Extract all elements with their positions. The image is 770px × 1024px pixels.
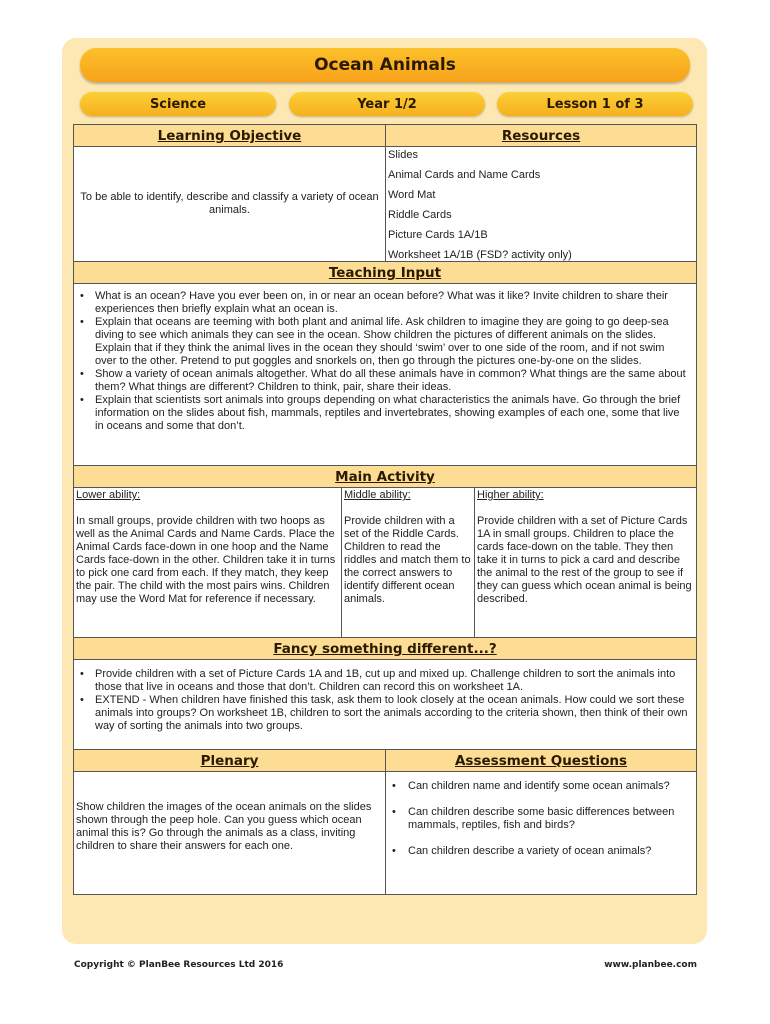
assessment-column (386, 772, 696, 894)
teaching-input-list (74, 284, 696, 465)
middle-ability-label: Middle ability: (344, 489, 411, 501)
plenary-assessment-row (74, 772, 696, 894)
resource-item: Word Mat (388, 189, 436, 201)
teaching-input-heading: Teaching Input (74, 262, 696, 284)
teaching-input-row (74, 284, 696, 466)
lower-ability-label: Lower ability: (76, 489, 141, 501)
resources-heading: Resources (386, 125, 696, 147)
higher-ability-label: Higher ability: (477, 489, 544, 501)
list-item: • Show a variety of ocean animals altogether. What do all these animals have in common? What things are the same about them? What things are different? Children to think, pair, share their ideas. (78, 368, 688, 394)
list-item: • Explain that oceans are teeming with both plant and animal life. Ask children to imagine they are going to go deep-sea diving to see which animals they can see in the ocean. Show children the pictures of different animals on the slides. Explain that if they think the animal lives in the ocean they should ‘swim’ over to one side of the room, and if not swim over to the other. Pretend to put goggles and snorkels on, then go through the pictures one-by-one on the slides. (78, 316, 688, 368)
fancy-row (74, 660, 696, 750)
lower-ability-column (74, 488, 342, 637)
higher-ability-text: Provide children with a set of Picture Cards 1A in small groups. Children to place the cards face-down on the table. They then take it in turns to pick a card and describe the animal to the rest of the group to see if they can guess which ocean animal is being described. (477, 515, 692, 605)
resource-item: Worksheet 1A/1B (FSD? activity only) (388, 249, 572, 261)
lesson-pill: Lesson 1 of 3 (497, 92, 693, 116)
list-item: • EXTEND - When children have finished this task, ask them to look closely at the ocean animals. How could we sort these animals into groups? On worksheet 1B, children to sort the animals according to the criteria shown, then think of their own way of sorting the animals into two groups. (78, 694, 688, 733)
lesson-plan-table (73, 124, 697, 895)
year-pill: Year 1/2 (289, 92, 485, 116)
main-activity-heading: Main Activity (74, 466, 696, 488)
list-item: • What is an ocean? Have you ever been on, in or near an ocean before? What was it like? Invite children to share their experiences then briefly explain what an ocean is. (78, 290, 688, 316)
middle-ability-text: Provide children with a set of the Riddle Cards. Children to read the riddles and match them to the correct answers to identify different ocean animals. (344, 515, 471, 605)
copyright-text: Copyright © PlanBee Resources Ltd 2016 (74, 960, 284, 970)
resources-list (386, 147, 696, 261)
learning-objective-heading: Learning Objective (74, 125, 386, 147)
list-item: • Can children describe some basic differences between mammals, reptiles, fish and birds? (390, 806, 690, 832)
list-item: • Can children describe a variety of ocean animals? (390, 845, 690, 858)
assessment-heading: Assessment Questions (386, 750, 696, 772)
objective-resources-header (74, 125, 696, 147)
main-activity-row (74, 488, 696, 638)
assessment-list (386, 772, 696, 877)
fancy-heading: Fancy something different...? (74, 638, 696, 660)
plenary-heading: Plenary (74, 750, 386, 772)
fancy-list (74, 660, 696, 749)
list-item: • Explain that scientists sort animals into groups depending on what characteristics the animals have. Go through the brief information on the slides about fish, mammals, reptiles and invertebrates, showing examples of each one, some that live in oceans and some that don’t. (78, 394, 688, 433)
list-item: • Can children name and identify some ocean animals? (390, 780, 690, 793)
website-link[interactable]: www.planbee.com (604, 960, 697, 970)
plenary-text: Show children the images of the ocean animals on the slides shown through the peep hole. Can you guess which ocean animal this is? Go through the animals as a class, inviting children to share their answers for each one. (74, 772, 386, 894)
plenary-assessment-header (74, 750, 696, 772)
list-item: • Provide children with a set of Picture Cards 1A and 1B, cut up and mixed up. Challenge children to sort the animals into those that live in oceans and those that don’t. Children can record this on worksheet 1A. (78, 668, 688, 694)
objective-text: To be able to identify, describe and classify a variety of ocean animals. (74, 147, 386, 261)
resource-item: Slides (388, 149, 418, 161)
resource-item: Animal Cards and Name Cards (388, 169, 541, 181)
resource-item: Riddle Cards (388, 209, 452, 221)
objective-resources-row (74, 147, 696, 262)
resource-item: Picture Cards 1A/1B (388, 229, 488, 241)
subject-pill: Science (80, 92, 276, 116)
higher-ability-column (475, 488, 696, 637)
lower-ability-text: In small groups, provide children with two hoops as well as the Animal Cards and Name Cards. Place the Animal Cards face-down in one hoop and the Name Cards face-down in the other. Children take it in turns to pick one card from each. If they match, they keep the pair. The child with the most pairs wins. Children may use the Word Mat for reference if necessary. (76, 515, 336, 605)
page-title: Ocean Animals (80, 48, 690, 82)
middle-ability-column (342, 488, 475, 637)
